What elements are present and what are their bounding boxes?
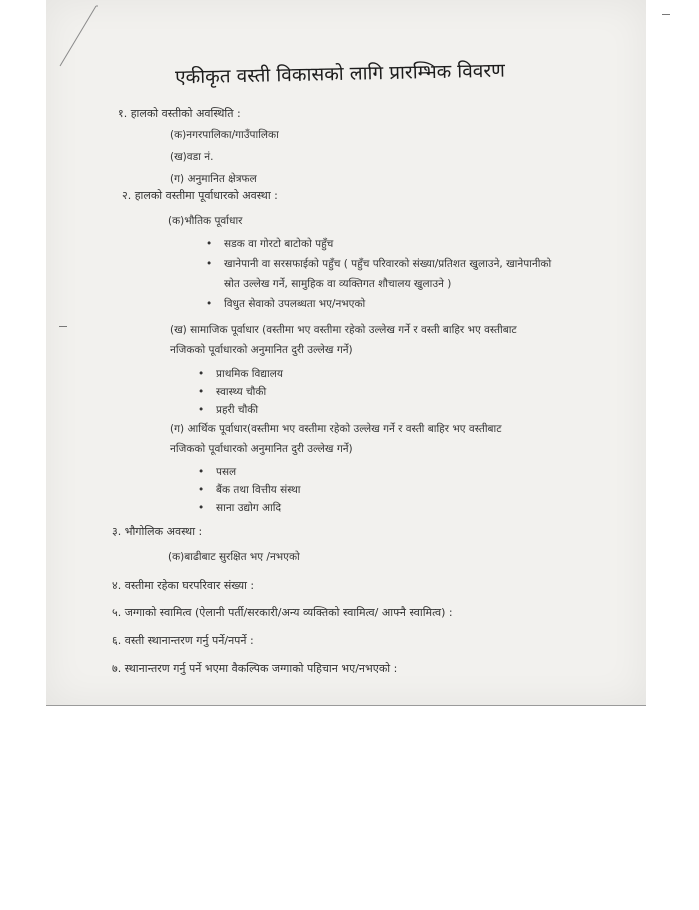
social-infrastructure-para-cont: नजिकको पूर्वाधारको अनुमानित दुरी उल्लेख गर्ने) — [170, 344, 353, 356]
section-2-heading: २. हालको वस्तीमा पूर्वाधारको अवस्था : — [122, 189, 278, 202]
physical-infrastructure-label: (क)भौतिक पूर्वाधार — [168, 215, 243, 227]
section-1-heading: १. हालको वस्तीको अवस्थिति : — [118, 107, 241, 120]
margin-mark — [59, 326, 67, 327]
section-4: ४. वस्तीमा रहेका घरपरिवार संख्या : — [112, 579, 255, 592]
folded-corner-mark — [58, 4, 98, 68]
economic-bullet: • साना उद्योग आदि — [198, 501, 281, 515]
section-5: ५. जग्गाको स्वामित्व (ऐलानी पर्ती/सरकारी/अन्य व्यक्तिको स्वामित्व/ आफ्नै स्वामित्व) : — [112, 606, 453, 619]
section-1-item: (ख)वडा नं. — [170, 151, 214, 163]
physical-bullet-continuation: स्रोत उल्लेख गर्ने, सामुहिक वा व्यक्तिगत शौचालय खुलाउने ) — [224, 278, 452, 290]
section-3-item: (क)बाढीबाट सुरक्षित भए /नभएको — [168, 551, 300, 563]
social-bullet: • प्रहरी चौकी — [198, 403, 258, 417]
economic-bullet: • पसल — [198, 465, 236, 479]
physical-bullet: • विधुत सेवाको उपलब्धता भए/नभएको — [206, 297, 365, 311]
social-bullet: • स्वास्थ्य चौकी — [198, 385, 266, 399]
social-infrastructure-para: (ख) सामाजिक पूर्वाधार (वस्तीमा भए वस्तीमा रहेको उल्लेख गर्ने र वस्ती बाहिर भए वस्तीबाट — [170, 324, 517, 336]
margin-mark — [662, 14, 670, 15]
physical-bullet: • सडक वा गोरटो बाटोको पहुँच — [206, 237, 333, 251]
section-1-item: (क)नगरपालिका/गाउँपालिका — [170, 129, 279, 141]
section-3-heading: ३. भौगोलिक अवस्था : — [112, 525, 203, 538]
physical-bullet: • खानेपानी वा सरसफाईको पहुँच ( पहुँच परिवारको संख्या/प्रतिशत खुलाउने, खानेपानीको — [206, 257, 551, 271]
document-title: एकीकृत वस्ती विकासको लागि प्रारम्भिक विवरण — [174, 59, 506, 89]
economic-infrastructure-para: (ग) आर्थिक पूर्वाधार(वस्तीमा भए वस्तीमा रहेको उल्लेख गर्ने र वस्ती बाहिर भए वस्तीबाट — [170, 423, 502, 435]
social-bullet: • प्राथमिक विद्यालय — [198, 367, 283, 381]
economic-infrastructure-para-cont: नजिकको पूर्वाधारको अनुमानित दुरी उल्लेख गर्ने) — [170, 443, 353, 455]
section-1-item: (ग) अनुमानित क्षेत्रफल — [170, 173, 257, 185]
section-6: ६. वस्ती स्थानान्तरण गर्नु पर्ने/नपर्ने : — [112, 634, 254, 647]
economic-bullet: • बैंक तथा वित्तीय संस्था — [198, 483, 301, 497]
section-7: ७. स्थानान्तरण गर्नु पर्ने भएमा वैकल्पिक जग्गाको पहिचान भए/नभएको : — [112, 662, 398, 675]
